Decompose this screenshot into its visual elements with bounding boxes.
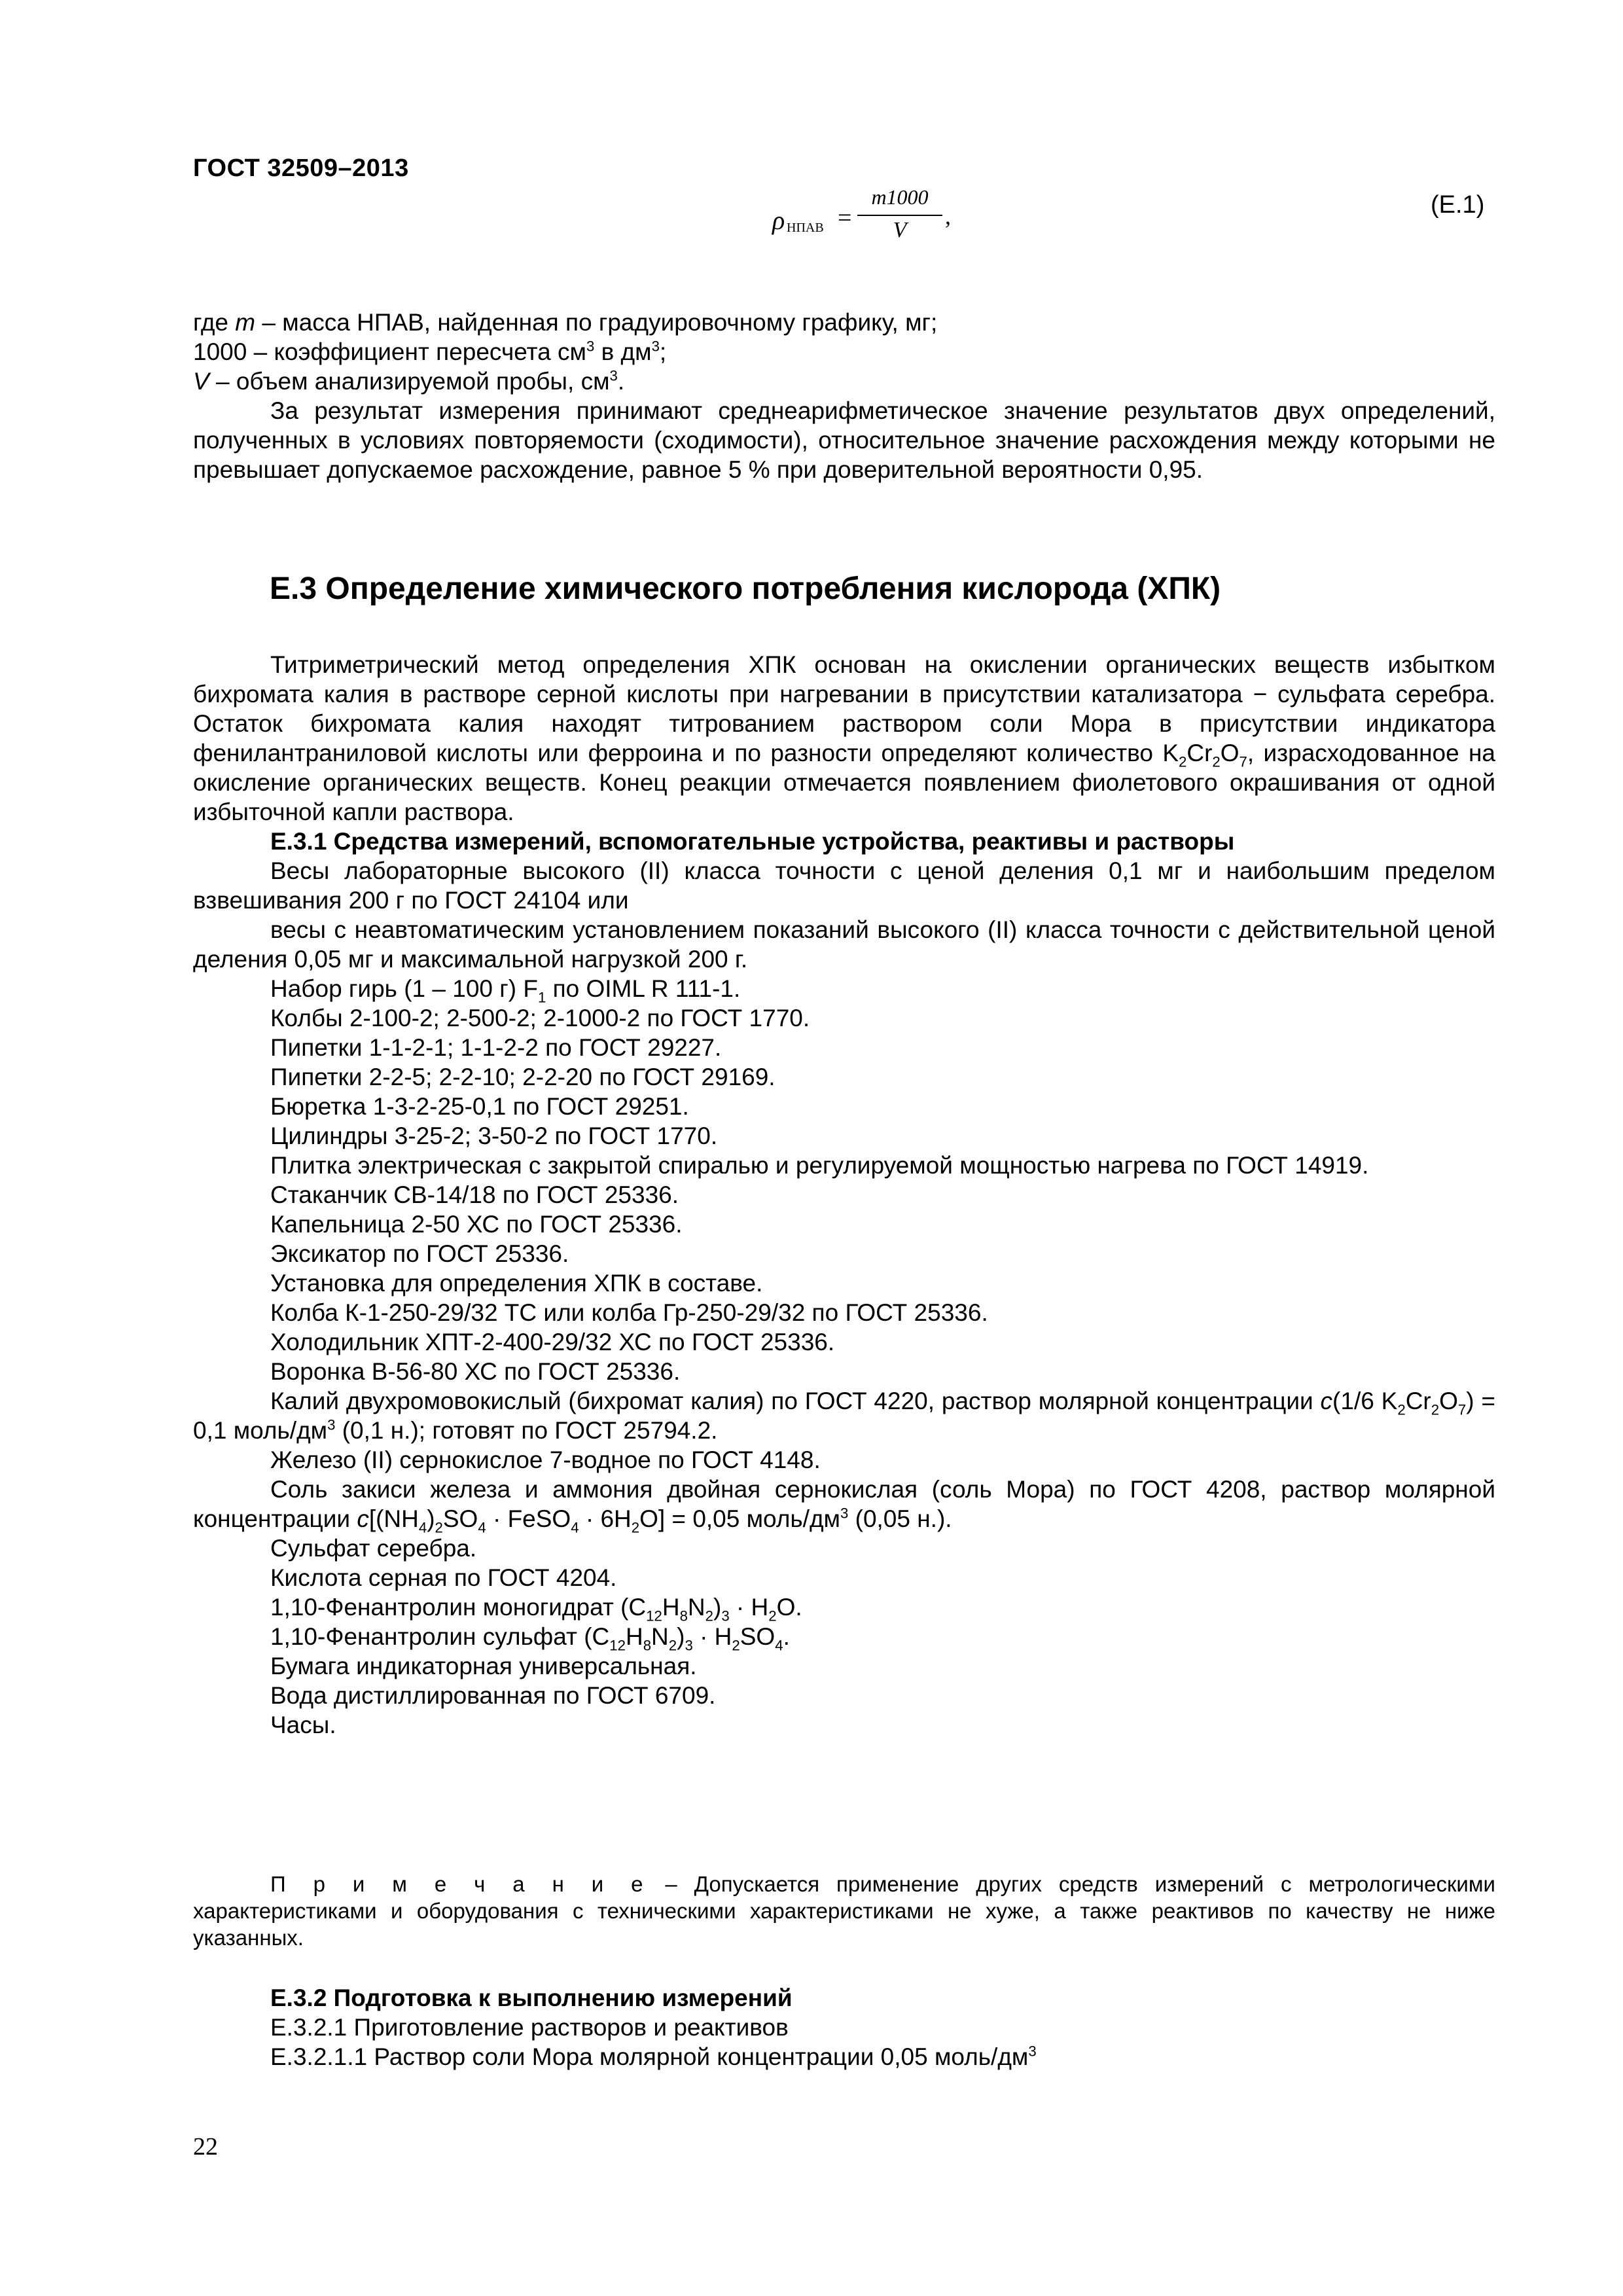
where-block	[193, 308, 1495, 484]
weights-text: Набор гирь (1 – 100 г) F	[270, 975, 538, 1002]
method-paragraph: Титриметрический метод определения ХПК основан на окислении органических веществ избытком бихромата калия в растворе серной кислоты при нагревании в присутствии катализатора − сульфата серебра. Остаток бихромата калия находят титрованием раствором соли Мора в присутствии индикатора фенилантраниловой кислоты или ферроина и по разности определяют количество $K_2Cr_2O_7$, израсходованное на окисление органических веществ. Конец реакции отмечается появлением фиолетового окрашивания от одной избыточной капли раствора.	[193, 651, 1496, 825]
where-1000-text: 1000 – коэффициент пересчета см	[193, 338, 586, 365]
list-item: Капельница 2-50 ХС по ГОСТ 25336.	[270, 1211, 683, 1238]
mohr-item: Соль закиси железа и аммония двойная сернокислая (соль Мора) по ГОСТ 4208, раствор молярной концентрации $c[(NH_4)_2SO_4$ · FeSO$_4$ · $6H_2O] = 0,05$ моль/$дм^3$ (0,05 н.).	[193, 1476, 1495, 1536]
dichromate-text-c: ) = 0,1 моль/дм	[193, 1388, 1495, 1444]
formula-rho-subscript: НПАВ	[787, 221, 824, 235]
punct: ;	[659, 338, 667, 365]
mohr-text-b: [(NH	[368, 1505, 419, 1532]
note-text: – Допускается применение других средств измерений с метрологическими характеристиками и оборудования с техническими характеристиками не хуже, а также реактивов по качеству не ниже указанных.	[193, 1872, 1495, 1950]
punct: .	[617, 368, 625, 395]
list-item: Пипетки 2-2-5; 2-2-10; 2-2-20 по ГОСТ 29169.	[270, 1064, 776, 1090]
list-item: Колба К-1-250-29/32 ТС или колба Гр-250-29/32 по ГОСТ 25336.	[270, 1299, 988, 1326]
var-m: m	[235, 309, 256, 336]
acid-item: Кислота серная по ГОСТ 4204.	[270, 1564, 617, 1591]
formula-comma: ,	[945, 203, 951, 229]
sup: 3	[609, 367, 618, 384]
scales-paragraph-2: весы с неавтоматическим установлением показаний высокого (II) класса точности с действительной ценой деления 0,05 мг и максимальной нагрузкой 200 г.	[193, 916, 1495, 973]
note-label: П р и м е ч а н и е	[270, 1872, 649, 1896]
where-line-v	[193, 367, 1495, 396]
phen2-text-d: .	[783, 1623, 790, 1650]
subsection-e32-block	[193, 1983, 1495, 2072]
list-item: Установка для определения ХПК в составе.	[270, 1270, 763, 1297]
sup: 3	[651, 338, 660, 355]
equation-number: (Е.1)	[1431, 191, 1485, 219]
weights-end: по OIML R 111-1.	[546, 975, 741, 1002]
method-block	[193, 650, 1495, 1740]
where-line-m	[193, 308, 1495, 337]
list-item: Холодильник ХПТ-2-400-29/32 ХС по ГОСТ 25336.	[270, 1329, 835, 1355]
method-text-b: , израсходованное на окисление органических веществ. Конец реакции отмечается появлением фиолетового окрашивания от одной избыточной капли раствора.	[193, 740, 1496, 825]
list-item: Бумага индикаторная универсальная.	[270, 1653, 697, 1679]
formula-equals: =	[838, 204, 852, 232]
silver-item: Сульфат серебра.	[270, 1535, 477, 1562]
iron-item: Железо (II) сернокислое 7-водное по ГОСТ 4148.	[270, 1446, 821, 1473]
mohr-text-f: O] = 0,05 моль/дм	[639, 1505, 840, 1532]
phen1-text-c: O.	[776, 1594, 802, 1621]
sub: 1	[537, 989, 546, 1006]
formula-e1	[772, 187, 969, 259]
dichromate-text-a: Калий двухромовокислый (бихромат калия) по ГОСТ 4220, раствор молярной концентрации	[270, 1388, 1321, 1414]
mohr-text-g: (0,05 н.).	[848, 1505, 952, 1532]
subsection-e3211-text: Е.3.2.1.1 Раствор соли Мора молярной концентрации 0,05 моль/дм	[270, 2043, 1029, 2070]
sup: 3	[586, 338, 595, 355]
list-item: Бюретка 1-3-2-25-0,1 по ГОСТ 29251.	[270, 1093, 689, 1120]
subsection-e321: Е.3.2.1 Приготовление растворов и реактивов	[270, 2014, 789, 2041]
list-item: Часы.	[270, 1712, 336, 1738]
scales-paragraph-1: Весы лабораторные высокого (II) класса точности с ценой деления 0,1 мг и наибольшим пределом взвешивания 200 г по ГОСТ 24104 или	[193, 857, 1495, 914]
mohr-text-c: SO	[442, 1505, 478, 1532]
subsection-e3211	[193, 2042, 1495, 2072]
note-block	[193, 1871, 1495, 1951]
formula-denominator: V	[893, 218, 907, 242]
weights-item	[193, 974, 1495, 1006]
phen2-text-c: SO	[740, 1623, 776, 1650]
section-title-e3: Е.3 Определение химического потребления кислорода (ХПК)	[270, 571, 1221, 606]
list-item: Эксикатор по ГОСТ 25336.	[270, 1240, 569, 1267]
phen2-text-a: 1,10-Фенантролин сульфат (C	[270, 1623, 610, 1650]
list-item: Пипетки 1-1-2-1; 1-1-2-2 по ГОСТ 29227.	[270, 1034, 722, 1061]
where-line-1000	[193, 337, 1495, 367]
where-word: где	[193, 309, 229, 336]
dichromate-text-d: (0,1 н.); готовят по ГОСТ 25794.2.	[335, 1417, 718, 1444]
list-item: Колбы 2-100-2; 2-500-2; 2-1000-2 по ГОСТ 1770.	[270, 1005, 810, 1031]
phen2-text-b: · H	[692, 1623, 732, 1650]
phenanthroline-monohydrate-item: 1,10-Фенантролин моногидрат $(C_{12}H_8N_2)_3 \cdot H_2O$.	[270, 1594, 802, 1624]
var-v: V	[193, 368, 209, 395]
mohr-text-e: · 6H	[579, 1505, 632, 1532]
method-text-a: Титриметрический метод определения ХПК основан на окислении органических веществ избытком бихромата калия в растворе серной кислоты при нагревании в присутствии катализатора − сульфата серебра. Остаток бихромата калия находят титрованием раствором соли Мора в присутствии индикатора фенилантраниловой кислоты или ферроина и по разности определяют количество K	[193, 651, 1495, 766]
document-header: ГОСТ 32509–2013	[193, 154, 409, 182]
where-1000-mid: в дм	[594, 338, 652, 365]
formula-rho: ρ	[772, 206, 785, 235]
dichromate-text-b: (1/6 K	[1332, 1388, 1398, 1414]
mohr-text-d: · FeSO	[486, 1505, 571, 1532]
subsection-title-e31: Е.3.1 Средства измерений, вспомогательные устройства, реактивы и растворы	[270, 828, 1235, 855]
formula-fraction-line	[857, 215, 942, 216]
phenanthroline-sulfate-item: 1,10-Фенантролин сульфат $(C_{12}H_8N_2)_3 \cdot H_2SO_4$.	[270, 1623, 790, 1654]
page-number: 22	[193, 2133, 218, 2161]
phen1-text-a: 1,10-Фенантролин моногидрат (C	[270, 1594, 647, 1621]
where-v-text: – объем анализируемой пробы, см	[209, 368, 610, 395]
list-item: Вода дистиллированная по ГОСТ 6709.	[270, 1682, 716, 1709]
result-paragraph: За результат измерения принимают среднеарифметическое значение результатов двух определений, полученных в условиях повторяемости (сходимости), относительное значение расхождения между которыми не превышает допускаемое расхождение, равное 5 % при доверительной вероятности 0,95.	[193, 397, 1495, 483]
list-item: Стаканчик СВ-14/18 по ГОСТ 25336.	[270, 1181, 679, 1208]
list-item: Воронка В-56-80 ХС по ГОСТ 25336.	[270, 1358, 681, 1385]
subsection-title-e32: Е.3.2 Подготовка к выполнению измерений	[270, 1984, 793, 2011]
where-m-text: – масса НПАВ, найденная по градуировочному графику, мг;	[255, 309, 938, 336]
formula-numerator: m1000	[871, 185, 929, 209]
mohr-text-a: Соль закиси железа и аммония двойная сернокислая (соль Мора) по ГОСТ 4208, раствор молярной концентрации	[193, 1476, 1495, 1532]
phen1-text-b: · H	[729, 1594, 769, 1621]
hotplate-item: Плитка электрическая с закрытой спиралью и регулируемой мощностью нагрева по ГОСТ 14919.	[270, 1152, 1369, 1179]
dichromate-item: Калий двухромовокислый (бихромат калия) по ГОСТ 4220, раствор молярной концентрации c(1/6 $K_2Cr_2O_7) = 0,1$ моль/$дм^3$ (0,1 н.); готовят по ГОСТ 25794.2.	[193, 1388, 1495, 1444]
list-item: Цилиндры 3-25-2; 3-50-2 по ГОСТ 1770.	[270, 1122, 718, 1149]
sup: 3	[1028, 2043, 1037, 2060]
